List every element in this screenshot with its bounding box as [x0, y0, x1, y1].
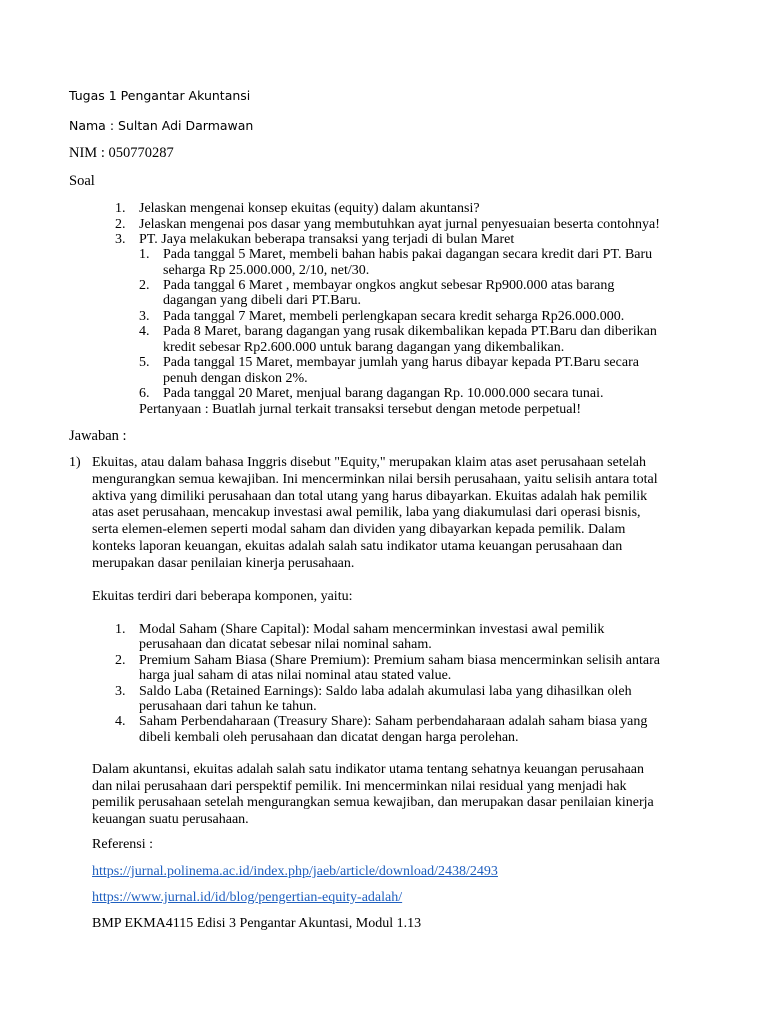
list-item-text: Modal Saham (Share Capital): Modal saham mencerminkan investasi awal pemilik — [139, 622, 605, 637]
list-item-number: 6. — [139, 386, 150, 401]
komponen-intro: Ekuitas terdiri dari beberapa komponen, yaitu: — [92, 589, 353, 604]
reference-link-2[interactable]: https://www.jurnal.id/id/blog/pengertian-equity-adalah/ — [92, 890, 403, 905]
list-item-text: Pada tanggal 15 Maret, membayar jumlah yang harus dibayar kepada PT.Baru secara — [163, 355, 639, 370]
student-nim: NIM : 050770287 — [69, 145, 174, 161]
paragraph-line: merupakan dasar penilaian kinerja perusahaan. — [92, 556, 355, 571]
paragraph-line: Ekuitas, atau dalam bahasa Inggris disebut "Equity," merupakan klaim atas aset perusahaan setelah — [92, 455, 647, 470]
paragraph-line: pemilik perusahaan setelah mengurangkan semua kewajiban, dan merupakan dasar penilaian kinerja — [92, 795, 654, 810]
reference-link-1[interactable]: https://jurnal.polinema.ac.id/index.php/jaeb/article/download/2438/2493 — [92, 864, 498, 879]
soal-heading: Soal — [69, 173, 95, 189]
paragraph-line: konteks laporan keuangan, ekuitas adalah salah satu indikator utama keuangan perusahaan dan — [92, 539, 623, 554]
list-item-text-cont: penuh dengan diskon 2%. — [163, 371, 308, 386]
paragraph-line: Dalam akuntansi, ekuitas adalah salah satu indikator utama tentang sehatnya keuangan perusahaan — [92, 762, 645, 777]
paragraph-line: aktiva yang dimiliki perusahaan dan total utang yang harus dibayarkan. Ekuitas adalah hak pemilik — [92, 489, 648, 504]
list-item-text: Jelaskan mengenai konsep ekuitas (equity) dalam akuntansi? — [139, 201, 480, 216]
list-item-number: 3. — [115, 232, 126, 247]
document-title: Tugas 1 Pengantar Akuntansi — [69, 88, 251, 103]
list-item-text-cont: perusahaan dari tahun ke tahun. — [139, 699, 317, 714]
answer-number: 1) — [69, 455, 81, 470]
bmp-reference: BMP EKMA4115 Edisi 3 Pengantar Akuntasi, Modul 1.13 — [92, 916, 422, 931]
list-item-number: 3. — [115, 684, 126, 699]
list-item-number: 5. — [139, 355, 150, 370]
paragraph-line: dan nilai perusahaan dari perspektif pemilik. Ini mencerminkan nilai residual yang menjadi hak — [92, 779, 627, 794]
list-item-number: 2. — [139, 278, 150, 293]
student-name: Nama : Sultan Adi Darmawan — [69, 118, 254, 133]
list-item-text: Premium Saham Biasa (Share Premium): Premium saham biasa mencerminkan selisih antara — [139, 653, 660, 668]
list-item-text-cont: perusahaan dan dicatat sebesar nilai nominal saham. — [139, 637, 432, 652]
list-item-number: 4. — [139, 324, 150, 339]
list-item-text-cont: kredit sebesar Rp2.600.000 untuk barang dagangan yang dikembalikan. — [163, 340, 565, 355]
list-item-number: 1. — [139, 247, 150, 262]
paragraph-line: mengurangkan semua kewajiban. Ini mencerminkan nilai bersih perusahaan, yaitu selisih antara total — [92, 472, 658, 487]
paragraph-line: keuangan suatu perusahaan. — [92, 812, 249, 827]
list-item-number: 1. — [115, 201, 126, 216]
paragraph-line: atas aset perusahaan, mencakup investasi awal pemilik, laba yang diakumulasi dari operasi bisnis, — [92, 505, 641, 520]
list-item-text-cont: dibeli kembali oleh perusahaan dan dicatat dengan harga perolehan. — [139, 730, 519, 745]
list-item-text-cont: harga jual saham di atas nilai nominal atau stated value. — [139, 668, 452, 683]
list-item-number: 1. — [115, 622, 126, 637]
list-item-number: 4. — [115, 714, 126, 729]
list-item-number: 2. — [115, 653, 126, 668]
list-item-text: Saham Perbendaharaan (Treasury Share): Saham perbendaharaan adalah saham biasa yang — [139, 714, 648, 729]
list-item-text: PT. Jaya melakukan beberapa transaksi yang terjadi di bulan Maret — [139, 232, 515, 247]
pertanyaan-text: Pertanyaan : Buatlah jurnal terkait transaksi tersebut dengan metode perpetual! — [139, 402, 582, 417]
referensi-label: Referensi : — [92, 837, 154, 852]
list-item-text-cont: seharga Rp 25.000.000, 2/10, net/30. — [163, 263, 370, 278]
list-item-text-cont: dagangan yang dibeli dari PT.Baru. — [163, 293, 362, 308]
list-item-text: Saldo Laba (Retained Earnings): Saldo laba adalah akumulasi laba yang dihasilkan oleh — [139, 684, 632, 699]
list-item-number: 3. — [139, 309, 150, 324]
list-item-text: Pada tanggal 5 Maret, membeli bahan habis pakai dagangan secara kredit dari PT. Baru — [163, 247, 653, 262]
list-item-text: Pada 8 Maret, barang dagangan yang rusak dikembalikan kepada PT.Baru dan diberikan — [163, 324, 657, 339]
list-item-text: Jelaskan mengenai pos dasar yang membutuhkan ayat jurnal penyesuaian beserta contohnya! — [139, 217, 660, 232]
list-item-text: Pada tanggal 6 Maret , membayar ongkos angkut sebesar Rp900.000 atas barang — [163, 278, 615, 293]
list-item-text: Pada tanggal 20 Maret, menjual barang dagangan Rp. 10.000.000 secara tunai. — [163, 386, 604, 401]
list-item-text: Pada tanggal 7 Maret, membeli perlengkapan secara kredit seharga Rp26.000.000. — [163, 309, 625, 324]
list-item-number: 2. — [115, 217, 126, 232]
jawaban-heading: Jawaban : — [69, 428, 127, 444]
paragraph-line: serta elemen-elemen seperti modal saham dan dividen yang dibayarkan kepada pemilik. Dalam — [92, 522, 626, 537]
